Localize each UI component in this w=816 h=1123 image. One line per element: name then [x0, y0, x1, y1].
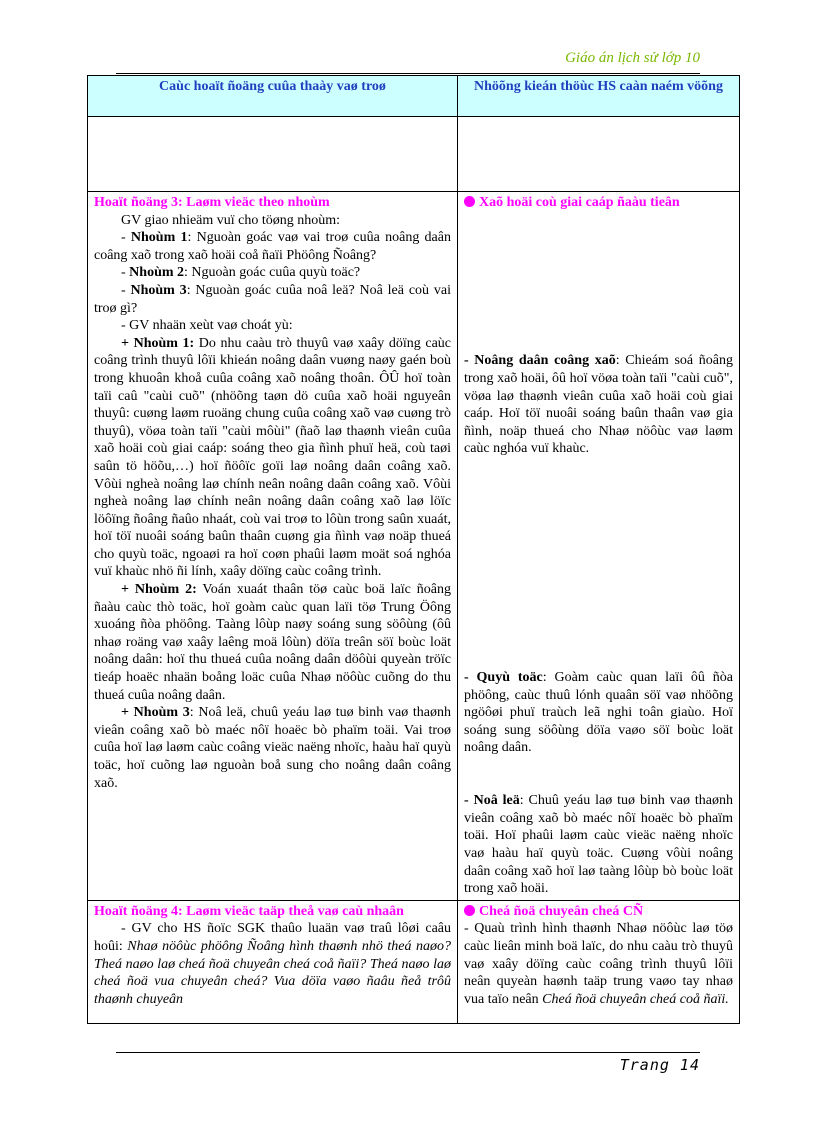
document-header-title: Giáo án lịch sử lớp 10 — [565, 50, 700, 66]
footer-divider — [116, 1052, 700, 1053]
lesson-plan-table — [87, 75, 740, 1024]
peasants-description: - Noâng daân coâng xaõ: Chieám soá ñoâng trong xaõ hoäi, ôû hoï vöøa toàn taïi "caùi cuõ", vöøa laø thaønh vieân cuûa xaõ hoäi coù giai caáp. Hoï töï nuoâi soáng baûn thaân vaø gia ñình, noäp thueá cho Nhaø nöôùc vaø laøm caùc nghóa vuï khaùc. — [464, 353, 733, 457]
activity-4-title: Hoaït ñoäng 4: Laøm vieäc taäp theå vaø caù nhaân — [94, 903, 404, 919]
page-number: Trang 14 — [619, 1056, 700, 1074]
activity-4-knowledge-cell — [458, 900, 740, 1023]
empty-row — [88, 117, 740, 192]
slaves-description: - Noâ leä: Chuû yeáu laø tuø binh vaø thaønh vieân coâng xaõ bò maéc nôï hoaëc bò phaïm toäi. Hoï phaûi laøm caùc vieäc naëng nhoïc vaø haàu haï quyù toäc. Cuøng vôùi noâng daân coâng xaõ hoï laø taàng lôùp bò boùc loät trong xaõ hoäi. — [464, 793, 733, 897]
activity-4-task: - GV cho HS ñoïc SGK thaûo luaän vaø traû lôøi caâu hoûi: Nhaø nöôùc phöông Ñoâng hình thaønh nhö theá naøo? Theá naøo laø cheá ñoä chuyeân cheá coå ñaïi? Theá naøo laø cheá ñoä vua chuyeân cheá? Vua döïa vaøo ñaâu ñeå trôû thaønh chuyeân — [94, 921, 451, 1007]
activity-3-teacher-cell — [88, 192, 458, 901]
empty-cell-right — [458, 117, 740, 192]
group-3-answer: + Nhoùm 3: Noâ leä, chuû yeáu laø tuø binh vaø thaønh vieân coâng xaõ bò maéc nôï hoaëc bò phaïm toäi. Vai troø cuûa hoï laø laøm caùc coâng vieäc naëng nhoïc, haàu haï quyù toäc, hoï cuõng laø nguoàn boå sung cho noâng daân coâng xaõ. — [94, 705, 452, 791]
activity-3-title: Hoaït ñoäng 3: Laøm vieäc theo nhoùm — [94, 195, 330, 210]
numbered-bullet-icon — [464, 196, 475, 207]
activity-3-intro: GV giao nhieäm vuï cho töøng nhoùm: — [121, 212, 341, 228]
group-1-task: - Nhoùm 1: Nguoàn goác vaø vai troø cuûa noâng daân coâng xaõ trong xaõ hoäi coå ñaïi Phöông Ñoâng? — [94, 230, 451, 263]
numbered-bullet-icon — [464, 905, 475, 916]
teacher-conclusion: - GV nhaän xeùt vaø choát yù: — [121, 318, 293, 334]
group-1-answer: + Nhoùm 1: Do nhu caàu trò thuyû vaø xaây döïng caùc coâng trình thuyû lôïi khieán noâng daân vuøng naøy gaén boù trong khuoân khoå cuûa coâng xaõ noâng thoân. ÔÛ hoï toàn taïi caû "caùi cuõ" (nhöõng taøn dö cuûa xaõ hoäi nguyeân thuyû: cuøng laøm ruoäng chung cuûa coâng xaõ vaø cuøng trò thuyû), vöøa toàn taïi "caùi môùi" (ñaõ laø thaønh vieân cuûa xaõ hoäi coù giai caáp: soáng theo gia ñình phuï heä, coù taøi saûn tö höõu,…) hoï ñöôïc goïi laø noâng daân coâng xaõ. Vôùi ngheà noâng laø chính neân noâng daân coâng xaõ. Vôùi ngheà noâng laø chính neân noâng daân coâng xaõ laø löïc löôïng ñoâng ñaûo nhaát, coù vai troø to lôùn trong saûn xuaát, hoï töï nuoâi soáng baûn thaân cuøng gia ñình vaø noäp thueá cho quyù toäc, ngoaøi ra hoï coøn phaûi laøm moät soá nghóa vuï khaùc nhö ñi lính, xaây döïng caùc coâng trình. — [94, 335, 452, 580]
activity-4-teacher-cell — [88, 900, 458, 1023]
aristocrats-description: - Quyù toäc: Goàm caùc quan laïi ôû ñòa phöông, caùc thuû lónh quaân söï vaø nhöõng ngöôøi phuï traùch leã nghi toân giaùo. Hoï soáng sung söôùng döïa vaøo söï boùc loät noâng daân. — [464, 670, 733, 756]
activity-3-knowledge-cell — [458, 192, 740, 901]
group-2-task: - Nhoùm 2: Nguoàn goác cuûa quyù toäc? — [121, 265, 361, 281]
empty-cell-left — [88, 117, 458, 192]
activity-3-row — [88, 192, 740, 901]
group-2-answer: + Nhoùm 2: Voán xuaát thaân töø caùc boä laïc ñoâng ñaàu caùc thò toäc, hoï goàm caùc quan laïi töø Trung Öông xuoáng ñòa phöông. Taàng lôùp naøy soáng sung söôùng (ôû nhaø roäng vaø xaây laêng moä lôùn) döïa treân söï boùc loät noâng daân: hoï thu thueá cuûa noâng daân döôùi quyeàn tröïc tieáp hoaëc nhaän boång loäc cuûa Nhaø nöôùc cuõng do thu thueá cuûa noâng daân. — [94, 582, 451, 703]
col1-header: Caùc hoaït ñoäng cuûa thaày vaø troø — [88, 76, 458, 117]
section-4-title: Cheá ñoä chuyeân cheá CÑ — [464, 903, 733, 921]
activity-4-row — [88, 900, 740, 1023]
col2-header: Nhöõng kieán thöùc HS caàn naém vöõng — [458, 76, 740, 117]
section-3-title: Xaõ hoäi coù giai caáp ñaàu tieân — [464, 194, 733, 212]
table-header-row — [88, 76, 740, 117]
state-formation-description: - Quaù trình hình thaønh Nhaø nöôùc laø töø caùc lieân minh boä laïc, do nhu caàu trò thuyû vaø xaây döïng caùc coâng trình thuyû lôïi neân quyeàn haønh taäp trung vaøo tay nhaø vua taïo neân Cheá ñoä chuyeân cheá coå ñaïi. — [464, 921, 733, 1007]
header-divider — [116, 73, 700, 74]
group-3-task: - Nhoùm 3: Nguoàn goác cuûa noâ leä? Noâ leä coù vai troø gì? — [94, 282, 451, 316]
